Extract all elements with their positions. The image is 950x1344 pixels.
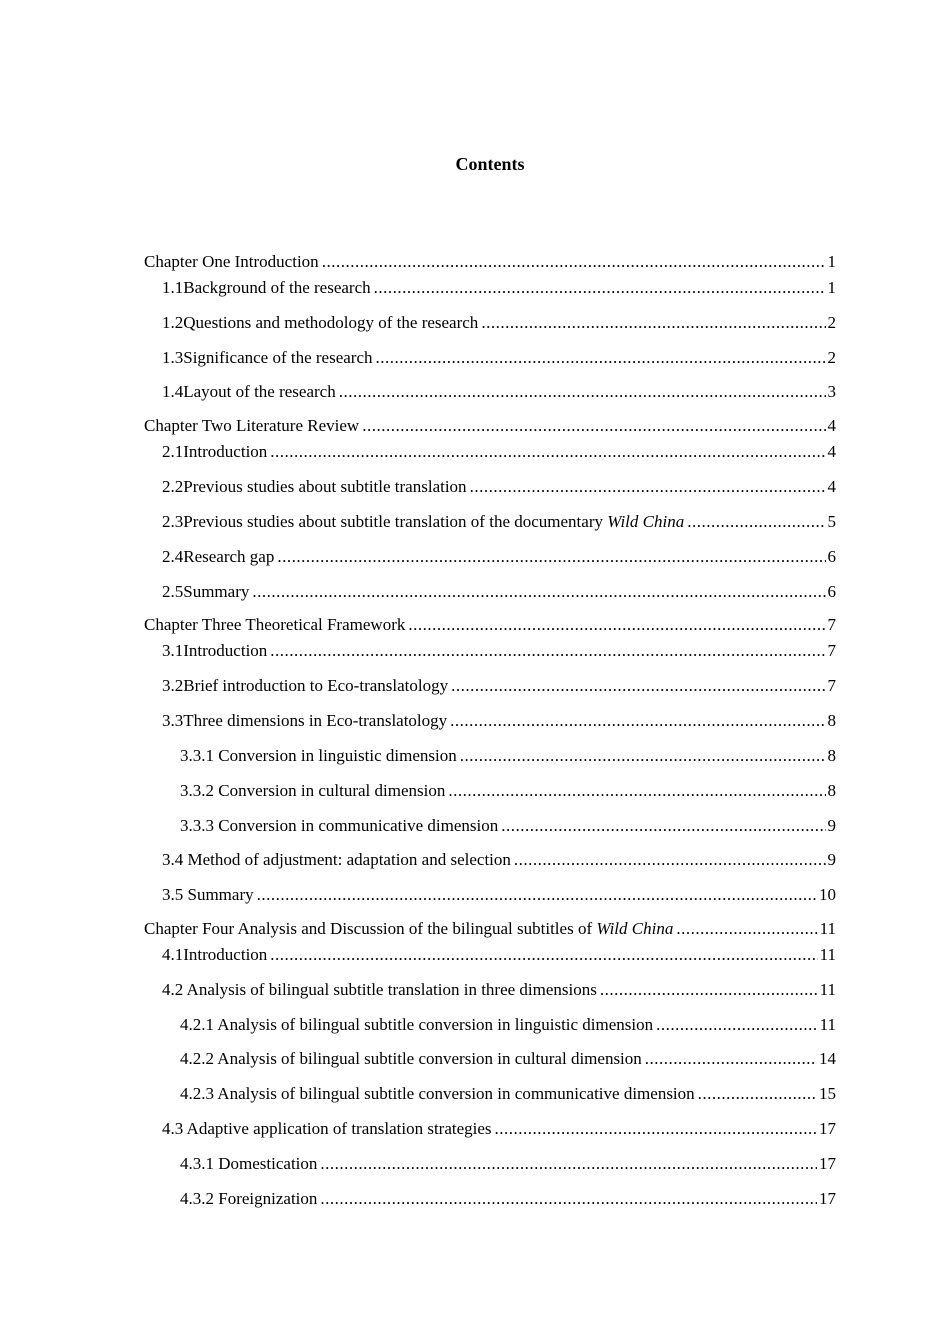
toc-entry-title bbox=[180, 1014, 653, 1036]
toc-entry-text: 1.3Significance of the research bbox=[162, 348, 373, 367]
toc-entry-text: 2.1Introduction bbox=[162, 442, 268, 461]
toc-entry-text: 4.1Introduction bbox=[162, 945, 268, 964]
toc-page-number: 7 bbox=[827, 615, 836, 634]
dot-leader bbox=[495, 1118, 817, 1140]
toc-page-number: 2 bbox=[827, 313, 836, 332]
toc-entry[interactable] bbox=[162, 640, 836, 662]
toc-entry-text: 3.2Brief introduction to Eco-translatology bbox=[162, 676, 449, 695]
toc-entry-title bbox=[144, 251, 319, 273]
toc-page-number: 11 bbox=[819, 1015, 836, 1034]
toc-entry-text: 2.2Previous studies about subtitle translation bbox=[162, 477, 467, 496]
toc-entry[interactable] bbox=[162, 979, 836, 1001]
dot-leader bbox=[481, 312, 825, 334]
toc-entry-text: 3.3Three dimensions in Eco-translatology bbox=[162, 711, 448, 730]
toc-entry-title bbox=[162, 640, 267, 662]
dot-leader bbox=[645, 1048, 817, 1070]
toc-entry[interactable] bbox=[180, 1153, 836, 1175]
toc-page-number: 15 bbox=[819, 1084, 836, 1103]
toc-page-number: 9 bbox=[827, 816, 836, 835]
toc-entry-title bbox=[162, 476, 467, 498]
dot-leader bbox=[277, 546, 825, 568]
dot-leader bbox=[270, 441, 825, 463]
dot-leader bbox=[374, 277, 826, 299]
toc-entry-text: 3.3.2 Conversion in cultural dimension bbox=[180, 781, 446, 800]
toc-entry-title bbox=[144, 614, 405, 636]
toc-entry-text: 2.5Summary bbox=[162, 582, 250, 601]
toc-entry-text: Chapter Three Theoretical Framework bbox=[144, 615, 406, 634]
toc-entry-text: Chapter Two Literature Review bbox=[144, 416, 360, 435]
toc-entry[interactable] bbox=[144, 614, 836, 636]
toc-entry[interactable] bbox=[180, 1014, 836, 1036]
toc-page-number: 8 bbox=[827, 746, 836, 765]
toc-entry-text: 4.2.2 Analysis of bilingual subtitle conversion in cultural dimension bbox=[180, 1049, 642, 1068]
toc-page-number: 10 bbox=[819, 885, 836, 904]
toc-entry-title bbox=[162, 277, 371, 299]
toc-page-number: 1 bbox=[827, 252, 836, 271]
toc-entry-italic-title: Wild China bbox=[596, 919, 674, 938]
toc-entry[interactable] bbox=[162, 441, 836, 463]
dot-leader bbox=[362, 415, 825, 437]
toc-entry[interactable] bbox=[180, 1048, 836, 1070]
dot-leader bbox=[698, 1083, 817, 1105]
dot-leader bbox=[501, 815, 825, 837]
toc-entry-text: 3.3.1 Conversion in linguistic dimension bbox=[180, 746, 457, 765]
dot-leader bbox=[270, 640, 825, 662]
toc-page-number: 2 bbox=[827, 348, 836, 367]
toc-entry[interactable] bbox=[162, 675, 836, 697]
toc-entry-text: 3.1Introduction bbox=[162, 641, 268, 660]
toc-entry-title bbox=[162, 884, 254, 906]
toc-entry-title bbox=[144, 918, 673, 940]
toc-entry-title bbox=[162, 546, 274, 568]
toc-entry[interactable] bbox=[162, 476, 836, 498]
toc-page-number: 11 bbox=[819, 919, 836, 938]
dot-leader bbox=[600, 979, 818, 1001]
toc-entry[interactable] bbox=[162, 581, 836, 603]
toc-entry-text: 2.4Research gap bbox=[162, 547, 275, 566]
dot-leader bbox=[408, 614, 825, 636]
toc-page-number: 17 bbox=[819, 1154, 836, 1173]
toc-entry[interactable] bbox=[162, 849, 836, 871]
toc-entry-title bbox=[162, 312, 478, 334]
toc-entry-title bbox=[162, 710, 447, 732]
toc-entry-text: 1.4Layout of the research bbox=[162, 382, 336, 401]
toc-entry-text: 4.3.2 Foreignization bbox=[180, 1189, 318, 1208]
toc-page-number: 11 bbox=[819, 980, 836, 999]
toc-page-number: 7 bbox=[827, 641, 836, 660]
toc-entry[interactable] bbox=[180, 815, 836, 837]
dot-leader bbox=[460, 745, 826, 767]
toc-entry-title bbox=[180, 1188, 317, 1210]
toc-entry[interactable] bbox=[180, 780, 836, 802]
toc-entry[interactable] bbox=[180, 745, 836, 767]
toc-entry-title bbox=[162, 944, 267, 966]
toc-entry-text: Chapter Four Analysis and Discussion of the bilingual subtitles of bbox=[144, 919, 597, 938]
dot-leader bbox=[514, 849, 826, 871]
toc-entry-title bbox=[180, 815, 498, 837]
toc-entry[interactable] bbox=[144, 415, 836, 437]
toc-entry[interactable] bbox=[162, 710, 836, 732]
dot-leader bbox=[448, 780, 825, 802]
dot-leader bbox=[320, 1188, 817, 1210]
toc-page-number: 8 bbox=[827, 781, 836, 800]
dot-leader bbox=[339, 381, 826, 403]
toc-page-number: 17 bbox=[819, 1189, 836, 1208]
toc-entry-title bbox=[162, 1118, 492, 1140]
toc-entry-title bbox=[180, 1083, 695, 1105]
dot-leader bbox=[322, 251, 826, 273]
toc-entry-title bbox=[144, 415, 359, 437]
toc-page-number: 4 bbox=[827, 416, 836, 435]
dot-leader bbox=[257, 884, 817, 906]
toc-entry-title bbox=[180, 1048, 642, 1070]
dot-leader bbox=[450, 710, 825, 732]
dot-leader bbox=[270, 944, 817, 966]
toc-page-number: 6 bbox=[827, 582, 836, 601]
toc-entry-title bbox=[180, 745, 457, 767]
dot-leader bbox=[451, 675, 825, 697]
toc-entry[interactable] bbox=[180, 1188, 836, 1210]
toc-entry[interactable] bbox=[162, 546, 836, 568]
dot-leader bbox=[656, 1014, 817, 1036]
toc-entry[interactable] bbox=[144, 918, 836, 940]
toc-entry[interactable] bbox=[162, 381, 836, 403]
toc-entry[interactable] bbox=[162, 944, 836, 966]
toc-entry[interactable] bbox=[144, 251, 836, 273]
toc-page-number: 1 bbox=[827, 278, 836, 297]
toc-entry-text: 4.2 Analysis of bilingual subtitle translation in three dimensions bbox=[162, 980, 597, 999]
dot-leader bbox=[320, 1153, 817, 1175]
toc-entry-italic-title: Wild China bbox=[607, 512, 685, 531]
toc-entry-text: 4.2.1 Analysis of bilingual subtitle conversion in linguistic dimension bbox=[180, 1015, 654, 1034]
toc-entry-title bbox=[180, 780, 445, 802]
toc-page-number: 4 bbox=[827, 442, 836, 461]
toc-page-number: 8 bbox=[827, 711, 836, 730]
toc-entry-title bbox=[162, 849, 511, 871]
toc-entry-text: 2.3Previous studies about subtitle translation of the documentary bbox=[162, 512, 608, 531]
toc-entry[interactable] bbox=[162, 511, 836, 533]
toc-entry-text: 4.3.1 Domestication bbox=[180, 1154, 318, 1173]
dot-leader bbox=[676, 918, 817, 940]
toc-page-number: 9 bbox=[827, 850, 836, 869]
toc-entry-text: 1.2Questions and methodology of the research bbox=[162, 313, 479, 332]
toc-page-number: 6 bbox=[827, 547, 836, 566]
toc-page-number: 11 bbox=[819, 945, 836, 964]
toc-page-number: 4 bbox=[827, 477, 836, 496]
toc-entry-title bbox=[162, 581, 249, 603]
toc-entry[interactable] bbox=[162, 347, 836, 369]
toc-entry-text: Chapter One Introduction bbox=[144, 252, 319, 271]
toc-entry-text: 3.4 Method of adjustment: adaptation and selection bbox=[162, 850, 511, 869]
dot-leader bbox=[252, 581, 825, 603]
toc-entry-title bbox=[162, 347, 373, 369]
toc-entry-text: 1.1Background of the research bbox=[162, 278, 371, 297]
toc-entry-title bbox=[162, 381, 336, 403]
toc-entry-text: 4.2.3 Analysis of bilingual subtitle conversion in communicative dimension bbox=[180, 1084, 695, 1103]
toc-entry-title bbox=[180, 1153, 317, 1175]
toc-entry-text: 3.3.3 Conversion in communicative dimension bbox=[180, 816, 499, 835]
toc-entry-title bbox=[162, 441, 267, 463]
toc-entry-text: 4.3 Adaptive application of translation strategies bbox=[162, 1119, 492, 1138]
toc-entry[interactable] bbox=[162, 884, 836, 906]
toc-entry[interactable] bbox=[162, 277, 836, 299]
toc-page-number: 17 bbox=[819, 1119, 836, 1138]
toc-entry[interactable] bbox=[162, 312, 836, 334]
toc-page-number: 5 bbox=[827, 512, 836, 531]
toc-entry-title bbox=[162, 675, 448, 697]
page-title: Contents bbox=[455, 154, 525, 174]
toc-entry-text: 3.5 Summary bbox=[162, 885, 254, 904]
toc-entry[interactable] bbox=[180, 1083, 836, 1105]
toc-entry[interactable] bbox=[162, 1118, 836, 1140]
toc-page-number: 14 bbox=[819, 1049, 836, 1068]
dot-leader bbox=[470, 476, 826, 498]
toc-page-number: 3 bbox=[827, 382, 836, 401]
dot-leader bbox=[376, 347, 826, 369]
toc-entry-title bbox=[162, 979, 597, 1001]
toc-page-number: 7 bbox=[827, 676, 836, 695]
dot-leader bbox=[687, 511, 825, 533]
toc-entry-title bbox=[162, 511, 684, 533]
